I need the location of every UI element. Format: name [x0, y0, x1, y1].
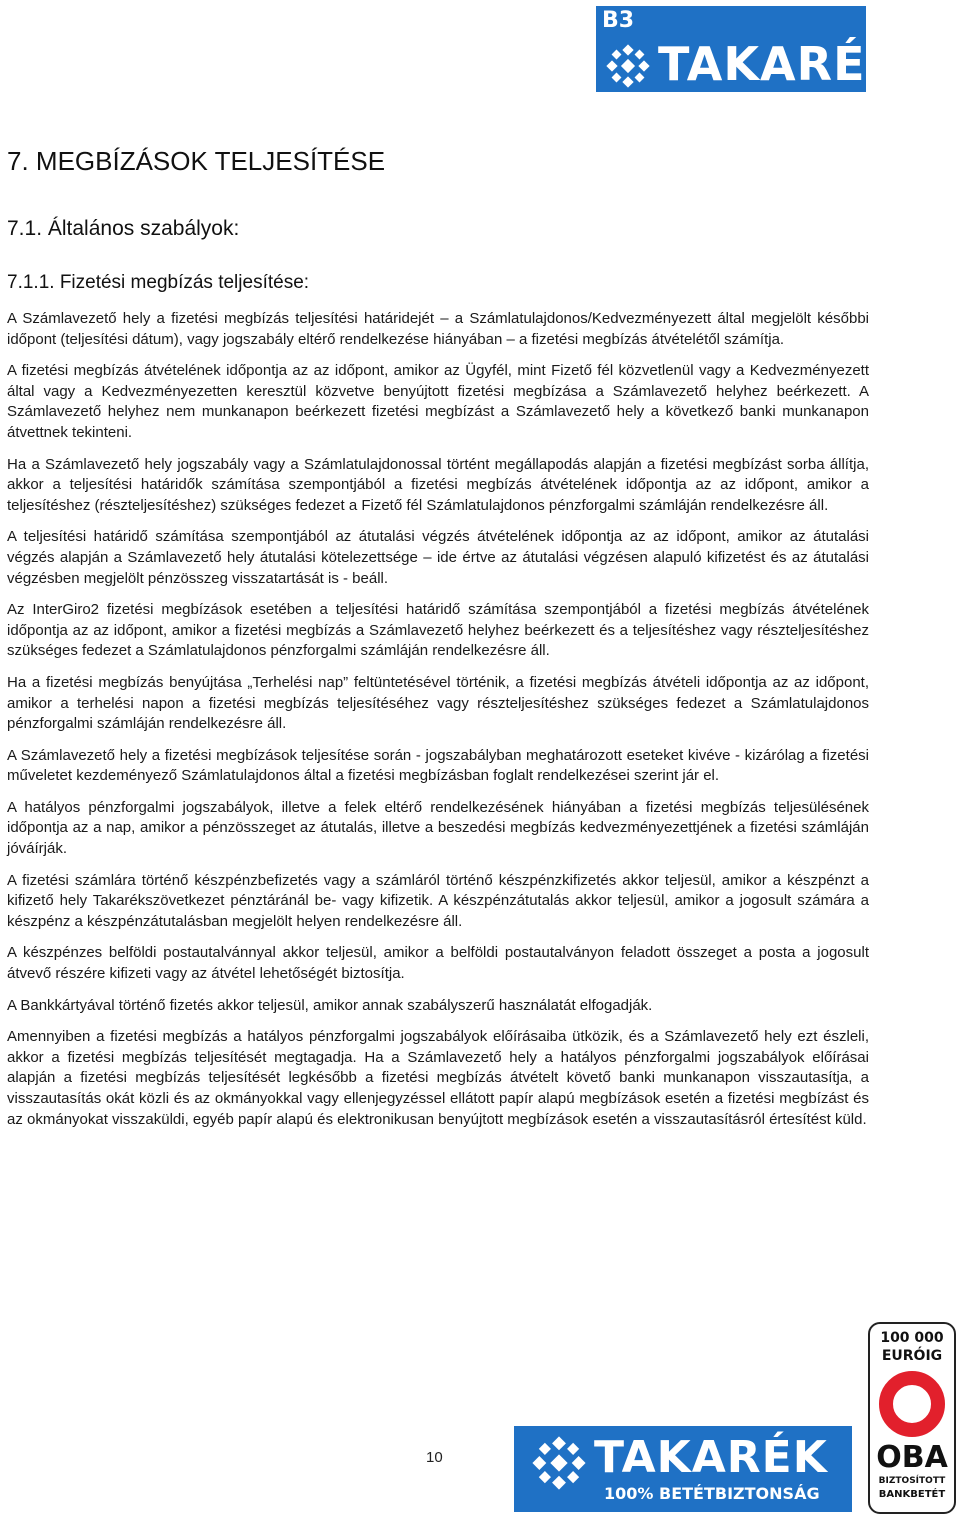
takarek-flower-icon — [606, 44, 650, 88]
paragraph: A fizetési számlára történő készpénzbefizetés vagy a számláról történő készpénzkifizetés akkor teljesül, amikor a készpénzt a kifizető hely Takarékszövetkezet pénztáránál be- vagy kifizetik. A készpénzátutalás akkor teljesül, amikor a jogosult számára a készpénz a készpénzátutalásban megjelölt helyen rendelkezésre áll. — [7, 871, 869, 930]
header-logo — [596, 6, 903, 92]
paragraph: A teljesítési határidő számítása szempontjából az átutalási végzés átvételének időpontja az az időpont, amikor az átutalási végzés alapján a Számlavezető hely átutalási kötelezettsége – ide értve az átutalási végzésen alapuló kifizetést és az átutalási végzésben megjelölt pénzösszeg visszatartását is - beáll. — [7, 528, 869, 587]
page-number: 10 — [426, 1449, 443, 1466]
paragraph: Az InterGiro2 fizetési megbízások esetében a teljesítési határidő számítása szempontjából a fizetési megbízás átvételének időpontja az az időpont, amikor a fizetési megbízás a Számlavezető helyhez beérkezett és a teljesítéshez vagy részteljesítéshez szükséges fedezet a Számlatulajdonos pénzforgalmi számláján rendelkezésre áll. — [7, 601, 869, 660]
logo-brand: TAKARÉK — [658, 37, 903, 91]
oba-line2: BANKBETÉT — [878, 1489, 946, 1500]
paragraph: Ha a fizetési megbízás benyújtása „Terhelési nap” feltüntetésével történik, a fizetési megbízás átvételi időpontja az az időpont, amikor a terhelési napon a fizetési megbízás teljesítéséhez vagy részteljesítéshez szükséges fedezet a Számlatulajdonos pénzforgalmi számláján rendelkezésre áll. — [7, 673, 869, 733]
footer-logo-brand: TAKARÉK — [594, 1432, 828, 1483]
oba-deposit-insurance-badge — [868, 1322, 956, 1514]
takarek-flower-icon — [532, 1436, 586, 1490]
paragraph: Amennyiben a fizetési megbízás a hatályos pénzforgalmi jogszabályok előírásaiba ütközik, és a Számlavezető hely ezt észleli, akkor a fizetési megbízás teljesítését megtagadja. Ha a Számlavezető hely a hatályos pénzforgalmi jogszabályok előírásai alapján a fizetési megbízás teljesítését legkésőbb a fizetési megbízás átvételt követő banki munkanapon visszautasítja, a visszautasítás okát közli és az okmányokkal vagy ellenjegyzéssel ellátott papír alapú megbízások esetén a fizetési megbízást és az okmányokat visszaküldi, egyéb papír alapú és elektronikusan benyújtott megbízások esetén a visszautasításról értesítést küld. — [7, 1028, 869, 1128]
paragraph: A fizetési megbízás átvételének időpontja az az időpont, amikor az Ügyfél, mint Fizető fél közvetlenül vagy a Kedvezményezett által vagy a Kedvezményezetten keresztül közvetve benyújtott fizetési megbízása a Számlavezető helyhez beérkezett. A Számlavezető helyhez nem munkanapon beérkezett fizetési megbízást a Számlavezető hely a következő banki munkanapon átvettnek tekinteni. — [7, 362, 869, 441]
oba-line1: BIZTOSÍTOTT — [878, 1476, 946, 1486]
logo-prefix: B3 — [602, 8, 635, 33]
oba-currency: EURÓIG — [881, 1348, 943, 1364]
section-heading: 7.1. Általános szabályok: — [7, 217, 240, 240]
paragraph: Ha a Számlavezető hely jogszabály vagy a Számlatulajdonossal történt megállapodás alapján a fizetési megbízást sorba állítja, akkor a teljesítési határidők számítása szempontjából a fizetési megbízás átvételének időpontja az az időpont, amikor a teljesítéshez (részteljesítéshez) szükséges fedezet a Fizető fél Számlatulajdonos pénzforgalmi számláján rendelkezésre áll. — [7, 455, 869, 514]
oba-name: OBA — [876, 1440, 948, 1475]
paragraph: A Számlavezető hely a fizetési megbízások teljesítése során - jogszabályban meghatározott eseteket kivéve - kizárólag a fizetési műveletet kezdeményező Számlatulajdonos által a fizetési megbízásban foglalt rendelkezései szerint jár el. — [7, 746, 869, 785]
paragraph: A Számlavezető hely a fizetési megbízás teljesítési határidejét – a Számlatulajdonos/Kedvezményezett által megjelölt későbbi időpont (teljesítési dátum), vagy jogszabály eltérő rendelkezése hiányában – a fizetési megbízás átvételétől számítja. — [7, 310, 869, 348]
oba-amount: 100 000 — [880, 1330, 944, 1346]
document-body — [7, 309, 869, 1141]
oba-ring-icon — [878, 1370, 946, 1438]
paragraph: A hatályos pénzforgalmi jogszabályok, illetve a felek eltérő rendelkezésének hiányában a fizetési megbízás teljesülésének időpontja az a nap, amikor a pénzösszeget az átutalás, illetve a beszedési megbízás kedvezményezettjének a fizetési számláján jóváírják. — [7, 798, 869, 858]
subsection-heading: 7.1.1. Fizetési megbízás teljesítése: — [7, 272, 310, 293]
footer-logo-tagline: 100% BETÉTBIZTONSÁG — [604, 1484, 820, 1503]
paragraph: A készpénzes belföldi postautalvánnyal akkor teljesül, amikor a belföldi postautalványon feladott összeget a posta a jogosult átvevő részére kifizeti vagy az átvétel lehetőségét biztosítja. — [7, 944, 869, 983]
footer-logo — [514, 1426, 852, 1512]
paragraph: A Bankkártyával történő fizetés akkor teljesül, amikor annak szabályszerű használatát elfogadják. — [7, 996, 653, 1014]
document-title: 7. MEGBÍZÁSOK TELJESÍTÉSE — [7, 146, 386, 176]
